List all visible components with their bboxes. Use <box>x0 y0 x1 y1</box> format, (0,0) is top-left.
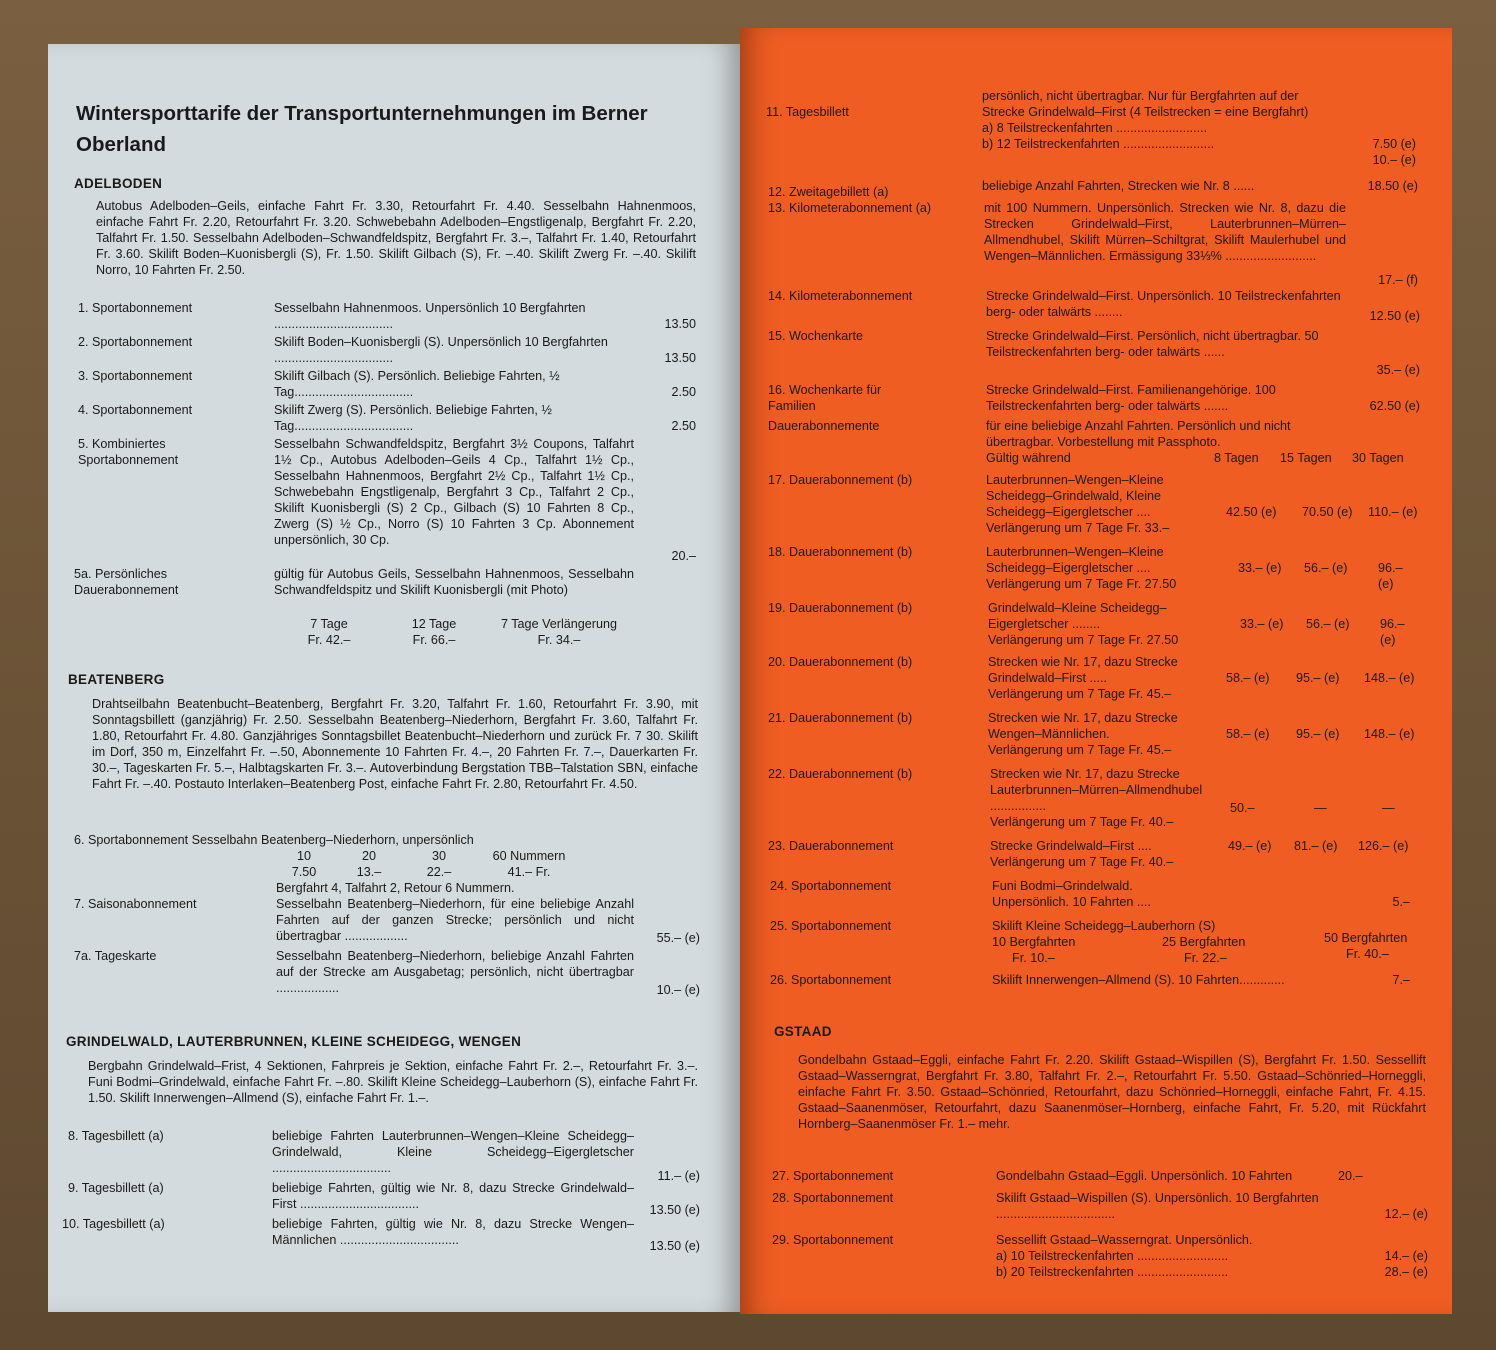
left-page <box>48 44 740 1312</box>
entry-desc: Skilift Zwerg (S). Persönlich. Beliebige Fahrten, ½ Tag.................................. <box>274 403 552 433</box>
entry-desc: Skilift Gstaad–Wispillen (S). Unpersönlich. 10 Bergfahrten .................................. <box>996 1191 1319 1221</box>
col-header: 25 Bergfahrten <box>1162 935 1246 949</box>
entry-label: 27. Sportabonnement <box>772 1169 894 1183</box>
col-value: Fr. 66.– <box>412 633 456 647</box>
entry-price: 13.50 <box>664 317 696 331</box>
col-value: Fr. 34.– <box>537 633 581 647</box>
entry-desc: beliebige Fahrten, gültig wie Nr. 8, dazu Strecke Wengen–Männlichen .................................. <box>272 1217 634 1247</box>
entry-label: 15. Wochenkarte <box>768 329 863 343</box>
entry-label: 1. Sportabonnement <box>78 301 193 315</box>
price-8-tage: 58.– (e) <box>1226 727 1270 741</box>
list-item <box>78 334 698 368</box>
price-15-tage: 95.– (e) <box>1296 727 1340 741</box>
price-30-tage: 96.– (e) <box>1378 561 1403 591</box>
list-item <box>768 710 1418 762</box>
list-item <box>768 200 1418 290</box>
col-header: 15 Tagen <box>1280 451 1332 465</box>
entry-label: 29. Sportabonnement <box>772 1233 894 1247</box>
entry-desc: Skilift Boden–Kuonisbergli (S). Unpersönlich 10 Bergfahrten .................................. <box>274 335 608 365</box>
section-heading-grindelwald: GRINDELWALD, LAUTERBRUNNEN, KLEINE SCHEIDEGG, WENGEN <box>66 1034 522 1049</box>
entry-price: 5.– <box>1392 895 1410 909</box>
price-15-tage: — <box>1314 801 1327 815</box>
entry-price: 7.50 (e) 10.– (e) <box>1372 137 1416 167</box>
list-item <box>768 178 1418 198</box>
entry-label: 16. Wochenkarte für Familien <box>768 383 882 413</box>
entry-desc: Lauterbrunnen–Wengen–Kleine Scheidegg–Eigergletscher .... Verlängerung um 7 Tage Fr. 27.50 <box>986 545 1177 591</box>
list-item <box>768 766 1418 834</box>
entry-desc: Gondelbahn Gstaad–Eggli. Unpersönlich. 10 Fahrten <box>996 1169 1293 1183</box>
col-header: 8 Tagen <box>1214 451 1259 465</box>
entry-label: 5. Kombiniertes Sportabonnement <box>78 437 179 467</box>
entry-price: 20.– <box>671 549 696 563</box>
entry-desc: beliebige Fahrten Lauterbrunnen–Wengen–Kleine Scheidegg–Grindelwald, Kleine Scheidegg–Eigergletscher .................................. <box>272 1129 634 1175</box>
price-30-tage: 148.– (e) <box>1364 671 1415 685</box>
entry-desc: Strecke Grindelwald–First .... Verlängerung um 7 Tage Fr. 40.– <box>990 839 1174 869</box>
list-item <box>772 1232 1432 1288</box>
section-heading-beatenberg: BEATENBERG <box>68 672 165 687</box>
col-header: 12 Tage <box>411 617 457 631</box>
entry-desc: Strecken wie Nr. 17, dazu Strecke Grindelwald–First ..... Verlängerung um 7 Tage Fr. 45.– <box>988 655 1178 701</box>
col-value: 7.50 <box>291 865 317 879</box>
entry-label: Dauerabonnemente <box>768 419 880 433</box>
entry-desc: Skilift Kleine Scheidegg–Lauberhorn (S) <box>992 919 1216 933</box>
entry-price: 62.50 (e) <box>1369 399 1420 413</box>
section-heading-gstaad: GSTAAD <box>774 1024 832 1039</box>
col-value: Fr. 42.– <box>307 633 351 647</box>
entry-desc: gültig für Autobus Geils, Sesselbahn Hahnenmoos, Sesselbahn Schwandfeldspitz und Skilift Kuonisbergli (mit Photo) <box>274 567 634 597</box>
entry-desc: Sessellift Gstaad–Wasserngrat. Unpersönlich. a) 10 Teilstreckenfahrten .......................... b) 20 Teilstreckenfahrten .......................... <box>996 1233 1253 1279</box>
intro-adelboden: Autobus Adelboden–Geils, einfache Fahrt Fr. 3.30, Retourfahrt Fr. 4.40. Sesselbahn Hahnenmoos, einfache Fahrt Fr. 2.20, Retourfahrt Fr. 3.20. Schwebebahn Adelboden–Engstligenalp, Bergfahrt Fr. 2.20, Talfahrt Fr. 1.50. Sesselbahn Adelboden–Schwandfeldspitz, Bergfahrt Fr. 3.–, Talfahrt Fr. 1.40, Retourfahrt Fr. 3.60. Skilift Boden–Kuonisbergli (S), Fr. 1.50. Skilift Gilbach (S), Fr. –.40. Skilift Zwerg Fr. –.40. Skilift Norro, 10 Fahrten Fr. 2.50. <box>96 199 696 277</box>
entry-label: 19. Dauerabonnement (b) <box>768 601 913 615</box>
col-value: 13.– <box>356 865 382 879</box>
entry-price: 35.– (e) <box>1376 363 1420 377</box>
entry-label: 28. Sportabonnement <box>772 1191 894 1205</box>
list-item <box>768 544 1418 596</box>
list-item <box>68 1180 700 1217</box>
entry-desc: Skilift Gilbach (S). Persönlich. Beliebige Fahrten, ½ Tag.................................. <box>274 369 560 399</box>
list-item <box>772 1190 1432 1226</box>
entry-label: 25. Sportabonnement <box>770 919 892 933</box>
entry-label: 10. Tagesbillett (a) <box>62 1217 165 1231</box>
price-15-tage: 56.– (e) <box>1306 617 1350 631</box>
price-8-tage: 49.– (e) <box>1228 839 1272 853</box>
entry-desc: Strecke Grindelwald–First. Unpersönlich. 10 Teilstreckenfahrten berg- oder talwärts ........ <box>986 289 1341 319</box>
list-item <box>78 300 698 334</box>
entry-label: 4. Sportabonnement <box>78 403 193 417</box>
list-item <box>68 1128 700 1183</box>
col-header: 20 <box>361 849 376 863</box>
entry-price: 7.– <box>1392 973 1410 987</box>
entry-label: 5a. Persönliches Dauerabonnement <box>74 567 179 597</box>
entry-price: 11.– (e) <box>657 1169 700 1183</box>
entry-price: 12.50 (e) <box>1369 309 1420 323</box>
entry-price: 10.– (e) <box>656 983 700 997</box>
price-8-tage: 33.– (e) <box>1240 617 1284 631</box>
list-item <box>768 328 1418 380</box>
entry-price: 13.50 (e) <box>649 1239 700 1253</box>
entry-desc: Strecke Grindelwald–First. Familienangehörige. 100 Teilstreckenfahrten berg- oder talwärts ....... <box>986 383 1276 413</box>
entry-label: 8. Tagesbillett (a) <box>68 1129 164 1143</box>
list-item <box>78 368 698 402</box>
entry-price: 20.– <box>1338 1169 1363 1183</box>
price-8-tage: 33.– (e) <box>1238 561 1282 575</box>
entry-label: 17. Dauerabonnement (b) <box>768 473 913 487</box>
col-value: 22.– <box>426 865 452 879</box>
price-8-tage: 50.– <box>1230 801 1255 815</box>
right-page <box>740 28 1452 1314</box>
col-header: 50 Bergfahrten <box>1324 931 1408 945</box>
entry-label: 21. Dauerabonnement (b) <box>768 711 913 725</box>
col-value: Fr. 40.– <box>1346 947 1389 961</box>
price-15-tage: 56.– (e) <box>1304 561 1348 575</box>
entry-desc: Funi Bodmi–Grindelwald. Unpersönlich. 10 Fahrten .... <box>992 879 1151 909</box>
entry-label: 3. Sportabonnement <box>78 369 193 383</box>
entry-label: 7. Saisonabonnement <box>74 897 197 911</box>
section-heading-adelboden: ADELBODEN <box>74 176 163 191</box>
col-header: 7 Tage <box>310 617 348 631</box>
col-header: 10 <box>296 849 311 863</box>
list-item <box>766 88 1416 178</box>
list-item <box>770 972 1430 992</box>
entry-desc: Strecken wie Nr. 17, dazu Strecke Wengen–Männlichen. Verlängerung um 7 Tage Fr. 45.– <box>988 711 1178 757</box>
list-item <box>772 1168 1432 1188</box>
entry-label: 14. Kilometerabonnement <box>768 289 913 303</box>
entry-price: 13.50 (e) <box>649 1203 700 1217</box>
entry-price: 2.50 <box>671 419 696 433</box>
list-item <box>74 948 700 998</box>
intro-grindelwald: Bergbahn Grindelwald–Frist, 4 Sektionen, Fahrpreis je Sektion, einfache Fahrt Fr. 2.–, Retourfahrt Fr. 3.–. Funi Bodmi–Grindelwald, einfache Fahrt Fr. –.80. Skilift Kleine Scheidegg–Lauberhorn (S), einfache Fahrt Fr. 1.50. Skilift Innerwengen–Allmend (S), einfache Fahrt Fr. 1.–. <box>88 1059 698 1105</box>
entry-price: 12.– (e) <box>1384 1207 1428 1221</box>
list-item <box>768 838 1418 874</box>
list-item <box>768 288 1418 324</box>
entry-label: 12. Zweitagebillett (a) <box>768 185 889 199</box>
list-item <box>770 878 1420 914</box>
entry-label: 6. Sportabonnement Sesselbahn Beatenberg–Niederhorn, unpersönlich <box>74 833 474 847</box>
col-header: 60 Nummern <box>492 849 566 863</box>
entry-price: 55.– (e) <box>656 931 700 945</box>
entry-desc: Skilift Innerwengen–Allmend (S). 10 Fahrten............. <box>992 973 1285 987</box>
entry-desc: Strecke Grindelwald–First. Persönlich, nicht übertragbar. 50 Teilstreckenfahrten berg- oder talwärts ...... <box>986 329 1319 359</box>
intro-gstaad: Gondelbahn Gstaad–Eggli, einfache Fahrt Fr. 2.20. Skilift Gstaad–Wispillen (S), Bergfahrt Fr. 1.50. Sessellift Gstaad–Wasserngrat, Bergfahrt Fr. 3.80, Talfahrt Fr. 2.–, Retourfahrt Fr. 5.50. Gstaad–Schönried–Horneggli, einfache Fahrt Fr. 3.50. Gstaad–Schönried, Retourfahrt, dazu Schönried–Horneggli, einfache Fahrt, Fr. 4.15. Gstaad–Saanenmöser, Retourfahrt, dazu Saanenmöser–Hornberg, einfache Fahrt, Fr. 5.20, mit Rückfahrt Hornberg–Saanenmöser Fr. 1.– mehr. <box>798 1053 1426 1131</box>
entry-price: 14.– (e) 28.– (e) <box>1384 1249 1428 1279</box>
entry-desc: Strecken wie Nr. 17, dazu Strecke Lauterbrunnen–Mürren–Allmendhubel ................ Verlängerung um 7 Tage Fr. 40.– <box>990 767 1203 829</box>
list-item <box>768 654 1418 706</box>
entry-label: 24. Sportabonnement <box>770 879 892 893</box>
entry-label: 11. Tagesbillett <box>766 105 849 119</box>
entry-label: 9. Tagesbillett (a) <box>68 1181 164 1195</box>
sportabo-6-table <box>274 848 614 898</box>
entry-label: 2. Sportabonnement <box>78 335 193 349</box>
dauer-table-header <box>986 450 1416 468</box>
entry-desc: Sesselbahn Hahnenmoos. Unpersönlich 10 Bergfahrten .................................. <box>274 301 586 331</box>
list-item <box>78 436 698 564</box>
price-8-tage: 58.– (e) <box>1226 671 1270 685</box>
entry-desc: beliebige Anzahl Fahrten, Strecken wie Nr. 8 ...... <box>982 179 1255 193</box>
entry-price: 2.50 <box>671 385 696 399</box>
col-header: 30 <box>431 849 446 863</box>
price-30-tage: 96.– (e) <box>1380 617 1405 647</box>
list-item <box>768 600 1418 652</box>
col-value: Fr. 22.– <box>1184 951 1227 965</box>
col-header: 10 Bergfahrten <box>992 935 1076 949</box>
col-header: Gültig während <box>986 451 1071 465</box>
entry-desc: für eine beliebige Anzahl Fahrten. Persönlich und nicht übertragbar. Vorbestellung mit Passphoto. <box>986 419 1291 449</box>
entry-price: 13.50 <box>664 351 696 365</box>
list-item <box>768 472 1418 538</box>
price-15-tage: 81.– (e) <box>1294 839 1338 853</box>
list-item <box>62 1216 700 1253</box>
dauerabo-5a-table <box>274 616 634 648</box>
entry-desc: Sesselbahn Beatenberg–Niederhorn, beliebige Anzahl Fahrten auf der Strecke am Ausgabetag; persönlich, nicht übertragbar .................. <box>276 949 634 995</box>
entry-desc: beliebige Fahrten, gültig wie Nr. 8, dazu Strecke Grindelwald–First .................................. <box>272 1181 634 1211</box>
col-header: 7 Tage Verlängerung <box>500 617 617 631</box>
list-item <box>78 402 698 436</box>
col-value: Fr. 10.– <box>1012 951 1055 965</box>
entry-label: 7a. Tageskarte <box>74 949 157 963</box>
entry-note: Bergfahrt 4, Talfahrt 2, Retour 6 Nummern. <box>276 881 515 895</box>
entry-desc: Sesselbahn Schwandfeldspitz, Bergfahrt 3½ Coupons, Talfahrt 1½ Cp., Autobus Adelboden–Geils 4 Cp., Talfahrt 1½ Cp., Sesselbahn Hahnenmoos, Bergfahrt 2½ Cp., Talfahrt 1½ Cp., Schwebebahn Engstligenalp, Bergfahrt 3 Cp., Talfahrt 2 Cp., Skilift Kuonisbergli (S) 2 Cp., Gilbach (S) 10 Fahrten 8 Cp., Zwerg (S) ½ Cp., Norro (S) 10 Fahrten 3 Cp. Abonnement unpersönlich, 30 Cp. <box>274 437 634 547</box>
entry-desc: Grindelwald–Kleine Scheidegg–Eigergletscher ........ Verlängerung um 7 Tage Fr. 27.50 <box>988 601 1179 647</box>
entry-label: 23. Dauerabonnement <box>768 839 894 853</box>
entry-label: 20. Dauerabonnement (b) <box>768 655 913 669</box>
page-title: Wintersporttarife der Transportunternehmungen im Berner Oberland <box>76 102 648 156</box>
col-header: 30 Tagen <box>1352 451 1404 465</box>
intro-beatenberg: Drahtseilbahn Beatenbucht–Beatenberg, Bergfahrt Fr. 3.20, Talfahrt Fr. 1.60, Retourfahrt Fr. 3.90, mit Sonntagsbillett (ganzjährig) Fr. 2.50. Sesselbahn Beatenberg–Niederhorn, Bergfahrt Fr. 3.60, Talfahrt Fr. 1.80, Retourfahrt Fr. 4.80. Ganzjähriges Sonntagsbillet Beatenbucht–Niederhorn und zurück Fr. 7 30. Skilift im Dorf, 350 m, Einzelfahrt Fr. –.50, Abonnemente 10 Fahrten Fr. 4.–, 20 Fahrten Fr. 7.–, Dauerkarten Fr. 30.–, Tageskarten Fr. 5.–, Halbtagskarten Fr. 3.–. Autoverbindung Bergstation TBB–Talstation SBN, einfache Fahrt Fr. –.40. Postauto Interlaken–Beatenberg Post, einfache Fahrt Fr. 2.80, Retourfahrt Fr. 4.50. <box>92 697 698 791</box>
entry-price: 18.50 (e) <box>1367 179 1418 193</box>
entry-price: 17.– (f) <box>1378 273 1418 287</box>
entry-label: 22. Dauerabonnement (b) <box>768 767 913 781</box>
price-15-tage: 70.50 (e) <box>1302 505 1353 519</box>
price-30-tage: 148.– (e) <box>1364 727 1415 741</box>
price-30-tage: 110.– (e) <box>1368 505 1418 519</box>
entry-desc: mit 100 Nummern. Unpersönlich. Strecken wie Nr. 8, dazu die Strecken Grindelwald–First, Lauterbrunnen–Mürren–Allmendhubel, Skilift Mürren–Schiltgrat, Skilift Maulerhubel und Wengen–Männlichen. Ermässigung 33⅓% .......................... <box>984 201 1346 263</box>
price-30-tage: 126.– (e) <box>1358 839 1409 853</box>
list-item <box>74 896 700 946</box>
price-8-tage: 42.50 (e) <box>1226 505 1277 519</box>
entry-label: 13. Kilometerabonnement (a) <box>768 201 932 215</box>
entry-desc: persönlich, nicht übertragbar. Nur für Bergfahrten auf der Strecke Grindelwald–First (4 Teilstrecken = eine Bergfahrt) a) 8 Teilstreckenfahrten .......................... b) 12 Teilstreckenfahrten .......................... <box>982 89 1309 151</box>
sportabo-25-table <box>992 931 1422 968</box>
entry-desc: Sesselbahn Beatenberg–Niederhorn, für eine beliebige Anzahl Fahrten auf der ganzen Strecke; persönlich und nicht übertragbar .................. <box>276 897 634 943</box>
entry-desc: Lauterbrunnen–Wengen–Kleine Scheidegg–Grindelwald, Kleine Scheidegg–Eigergletscher .... Verlängerung um 7 Tage Fr. 33.– <box>986 473 1170 535</box>
price-30-tage: — <box>1382 801 1395 815</box>
entry-label: 26. Sportabonnement <box>770 973 892 987</box>
list-item <box>768 382 1418 418</box>
entry-label: 18. Dauerabonnement (b) <box>768 545 913 559</box>
col-value: 41.– Fr. <box>507 865 551 879</box>
price-15-tage: 95.– (e) <box>1296 671 1340 685</box>
